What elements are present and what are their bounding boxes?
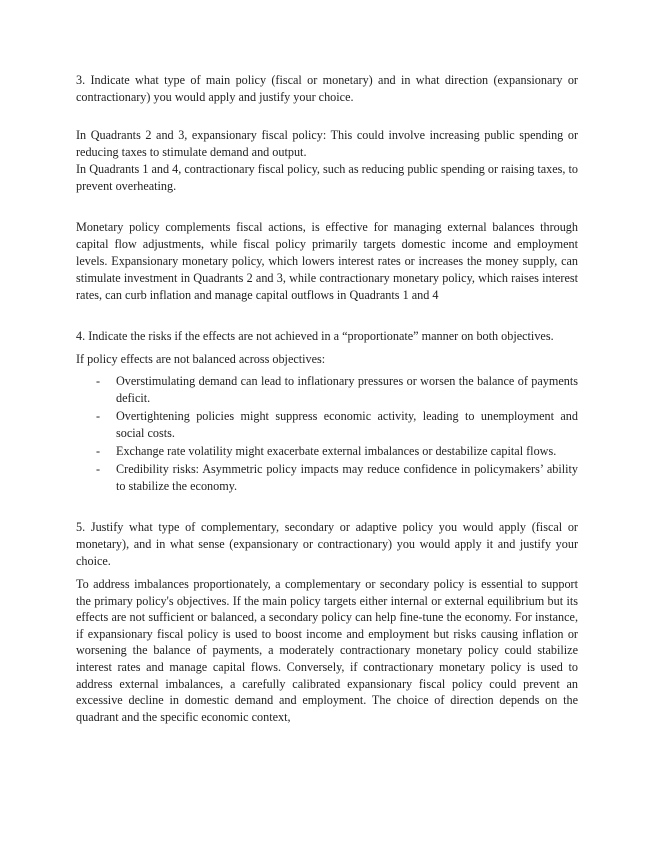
list-item: [76, 443, 578, 460]
question-3-answer-contractionary: In Quadrants 1 and 4, contractionary fiscal policy, such as reducing public spending or raising taxes, to prevent overheating.: [76, 162, 578, 193]
risk-text: Exchange rate volatility might exacerbate external imbalances or destabilize capital flows.: [116, 444, 557, 458]
bullet-marker: -: [96, 462, 101, 476]
question-4-intro: If policy effects are not balanced across objectives:: [76, 352, 326, 366]
risk-text: Overstimulating demand can lead to inflationary pressures or worsen the balance of payments deficit.: [116, 374, 578, 405]
bullet-marker: -: [96, 444, 101, 458]
list-item: [76, 408, 578, 442]
risk-text: Credibility risks: Asymmetric policy impacts may reduce confidence in policymakers’ ability to stabilize the economy.: [116, 462, 578, 493]
question-3-answer-expansionary: In Quadrants 2 and 3, expansionary fiscal policy: This could involve increasing public spending or reducing taxes to stimulate demand and output.: [76, 128, 578, 159]
risk-text: Overtightening policies might suppress economic activity, leading to unemployment and social costs.: [116, 409, 578, 440]
risk-list: [76, 373, 578, 495]
question-3-heading: 3. Indicate what type of main policy (fiscal or monetary) and in what direction (expansionary or contractionary) you would apply and justify your choice.: [76, 73, 578, 104]
question-5-heading: 5. Justify what type of complementary, secondary or adaptive policy you would apply (fiscal or monetary), and in what sense (expansionary or contractionary) you would apply it and justify your choice.: [76, 520, 578, 568]
question-4-heading: 4. Indicate the risks if the effects are not achieved in a “proportionate” manner on both objectives.: [76, 329, 554, 343]
document-page: [76, 72, 578, 725]
bullet-marker: -: [96, 374, 101, 388]
bullet-marker: -: [96, 409, 101, 423]
list-item: [76, 461, 578, 495]
list-item: [76, 373, 578, 407]
question-5-answer: To address imbalances proportionately, a complementary or secondary policy is essential to support the primary policy's objectives. If the main policy targets either internal or external equilibrium but its effects are not sufficient or balanced, a secondary policy can help fine-tune the economy. For instance, if expansionary fiscal policy is used to boost income and employment but risks causing inflation or worsening the balance of payments, a moderately contractionary monetary policy could stabilize interest rates and manage capital flows. Conversely, if contractionary monetary policy is used to address external imbalances, a carefully calibrated expansionary fiscal policy could prevent an excessive decline in domestic demand and employment. The choice of direction depends on the quadrant and the specific economic context,: [76, 577, 578, 724]
monetary-policy-paragraph: Monetary policy complements fiscal actions, is effective for managing external balances through capital flow adjustments, while fiscal policy primarily targets domestic income and employment levels. Expansionary monetary policy, which lowers interest rates or increases the money supply, can stimulate investment in Quadrants 2 and 3, while contractionary monetary policy, which raises interest rates, can curb inflation and manage capital outflows in Quadrants 1 and 4: [76, 220, 578, 302]
